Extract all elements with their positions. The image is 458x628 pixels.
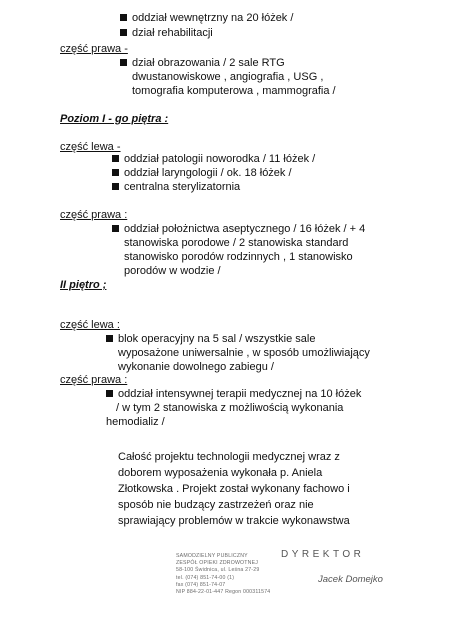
operating-line-1: wyposażone uniwersalnie , w sposób umożliwiający (118, 347, 370, 359)
level2-heading: II piętro ; (60, 279, 107, 291)
bullet-obstetrics: oddział położnictwa aseptycznego / 16 łóżek / + 4 (112, 223, 365, 236)
level1-left-heading: część lewa - (60, 141, 121, 153)
level1-right-heading: część prawa : (60, 209, 128, 221)
director-title: DYREKTOR (281, 549, 365, 560)
obstetrics-line-3: porodów w wodzie / (124, 265, 221, 277)
bullet-laryngology: oddział laryngologii / ok. 18 łóżek / (112, 167, 292, 180)
stamp-line: NIP 884-22-01-447 Regon 000311574 (176, 589, 271, 596)
level2-right-heading: część prawa : (60, 374, 128, 386)
institution-stamp (176, 553, 274, 623)
stamp-line: fax (074) 851-74-07 (176, 581, 226, 588)
top-bullet-rehab: dział rehabilitacji (120, 27, 213, 40)
bullet-sterilization: centralna sterylizatornia (112, 181, 240, 194)
stamp-line: 58-100 Świdnica, ul. Leśna 27-29 (176, 567, 260, 574)
closing-line-3: Złotkowska . Projekt został wykonany fachowo i (118, 483, 350, 495)
bullet-operating-block: blok operacyjny na 5 sal / wszystkie sale (106, 333, 315, 346)
stamp-line: tel. (074) 851-74-00 (1) (176, 574, 235, 581)
bullet-icu: oddział intensywnej terapii medycznej na 10 łóżek (106, 388, 361, 401)
obstetrics-line-2: stanowisko porodów rodzinnych , 1 stanowisko (124, 251, 353, 263)
icu-line-2: hemodializ / (106, 416, 165, 428)
imaging-line-1: dwustanowiskowe , angiografia , USG , (132, 71, 324, 83)
top-bullet-internal-ward: oddział wewnętrzny na 20 łóżek / (120, 12, 293, 25)
closing-line-4: sposób nie budzący zastrzeżeń oraz nie (118, 499, 314, 511)
bullet-imaging: dział obrazowania / 2 sale RTG (120, 57, 285, 70)
right-part-heading-1: część prawa - (60, 43, 128, 55)
closing-line-2: doborem wyposażenia wykonała p. Aniela (118, 467, 323, 479)
level1-heading: Poziom I - go piętra : (60, 113, 169, 125)
closing-line-1: Całość projektu technologii medycznej wraz z (118, 451, 340, 463)
stamp-line: ZESPÓŁ OPIEKI ZDROWOTNEJ (176, 560, 259, 567)
operating-line-2: wykonanie dowolnego zabiegu / (118, 361, 274, 373)
imaging-line-2: tomografia komputerowa , mammografia / (132, 85, 336, 97)
director-signature: Jacek Domejko (318, 574, 383, 585)
obstetrics-line-1: stanowiska porodowe / 2 stanowiska standard (124, 237, 349, 249)
icu-line-1: / w tym 2 stanowiska z możliwością wykonania (116, 402, 344, 414)
closing-line-5: sprawiający problemów w trakcie wykonawstwa (118, 515, 350, 527)
level2-left-heading: część lewa : (60, 319, 120, 331)
stamp-line: SAMODZIELNY PUBLICZNY (176, 553, 248, 559)
bullet-neonatal: oddział patologii noworodka / 11 łóżek / (112, 153, 315, 166)
